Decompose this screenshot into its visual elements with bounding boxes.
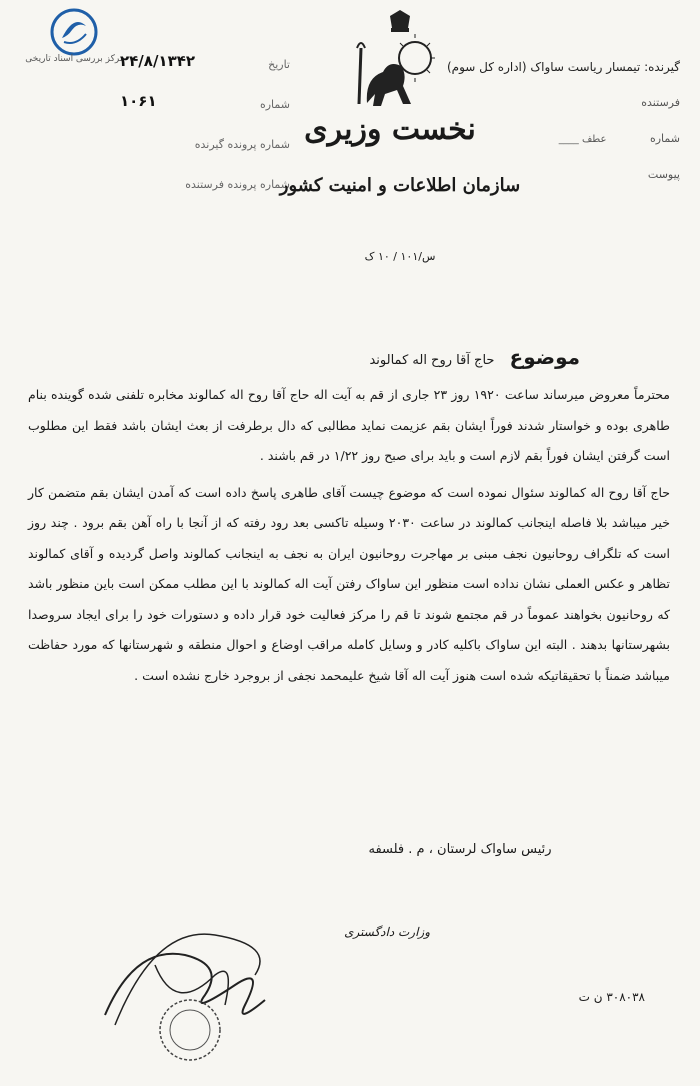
subject-label: موضوع xyxy=(509,345,580,369)
watermark-text: مرکز بررسی اسناد تاریخی xyxy=(25,54,125,64)
number-row xyxy=(90,88,290,128)
number-note: عطف ____ xyxy=(558,134,607,145)
subject-line xyxy=(300,345,580,369)
attachment-label: پیوست xyxy=(647,168,680,181)
date-value: ۲۴/۸/۱۳۴۲ xyxy=(120,52,196,70)
case-sender-label: شماره پرونده فرستنده xyxy=(185,178,290,191)
document-meta-right xyxy=(430,60,680,204)
number-label: شماره xyxy=(259,98,290,111)
organization-subtitle: سازمان اطلاعات و امنیت کشور xyxy=(279,175,521,196)
body-paragraph-2: حاج آقا روح اله کمالوند سئوال نموده است که موضوع چیست آقای طاهری پاسخ داده است که آمدن ایشان بقم متضمن کار خیر میباشد بلا فاصله اینجانب کمالوند در ساعت ۲۰۳۰ وسیله تاکسی بعد رود رفته که از آنجا با راه آهن بقم برود . چند روز است که تلگراف روحانیون نجف مبنی بر مهاجرت روحانیون ایران به نجف به اینجانب کمالوند واصل گردیده و آقای کمالوند تظاهر و عکس العملی نشان نداده است منظور این ساواک رفتن آیت اله کمالوند با این مطلب ممکن است باین منظور باشد که روحانیون بخواهند عموماً در قم مجتمع شوند تا قم را مرکز فعالیت خود قرار داده و دستورات خود را برای ایجاد سروصدا بشهرستانها بدهند . البته این ساواک باکلیه کادر و وسایل کامله مراقب اوضاع و احوال منطقه و شهرستانها که مورد حفاظت میباشد ضمناً با تحقیقاتیکه شده است هنوز آیت اله آقا شیخ علیمحمد نجفی از بروجرد خارج نشده است . xyxy=(28,484,670,683)
recipient-line xyxy=(430,60,680,96)
recipient-text: گیرنده: تیمسار ریاست ساواک (اداره کل سوم) xyxy=(446,60,680,74)
case-received-row xyxy=(90,128,290,168)
right-number-label: شماره xyxy=(649,132,680,145)
ministry-handwritten-note: وزارت دادگستری xyxy=(344,925,430,939)
number-line xyxy=(430,132,680,168)
case-received-label: شماره پرونده گیرنده xyxy=(194,138,290,151)
reference-code: س/۱۰۱ / ۱۰ ک xyxy=(364,250,436,263)
sender-label: فرستنده xyxy=(641,96,680,109)
date-label: تاریخ xyxy=(268,58,290,71)
number-value: ۱۰۶۱ xyxy=(120,92,157,110)
organization-title: نخست وزیری xyxy=(304,112,476,147)
body-paragraph-1: محترماً معروض میرساند ساعت ۱۹۲۰ روز ۲۳ جاری از قم به آیت اله حاج آقا روح اله کمالوند مخابره تلفنی شده گوینده بنام طاهری بوده و خواستار شدند فوراً ایشان بقم عزیمت نماید مطالبی که دال برطرفت از بعث ایشان باشد فقط این مطلوب است گرفتن ایشان فوراً بقم لازم است و باید برای صبح روز ۱/۲۲ در قم باشند . xyxy=(28,387,670,463)
case-sender-row xyxy=(90,168,290,208)
date-row xyxy=(90,48,290,88)
attachment-line xyxy=(430,168,680,204)
document-meta-left xyxy=(90,48,290,208)
sender-line xyxy=(430,96,680,132)
signoff-line: رئیس ساواک لرستان ، م . فلسفه xyxy=(368,842,552,857)
letter-body xyxy=(28,380,670,697)
footer-archive-code: ۳۰۸۰۳۸ ن ت xyxy=(578,990,645,1004)
subject-text: حاج آقا روح اله کمالوند xyxy=(369,353,495,368)
